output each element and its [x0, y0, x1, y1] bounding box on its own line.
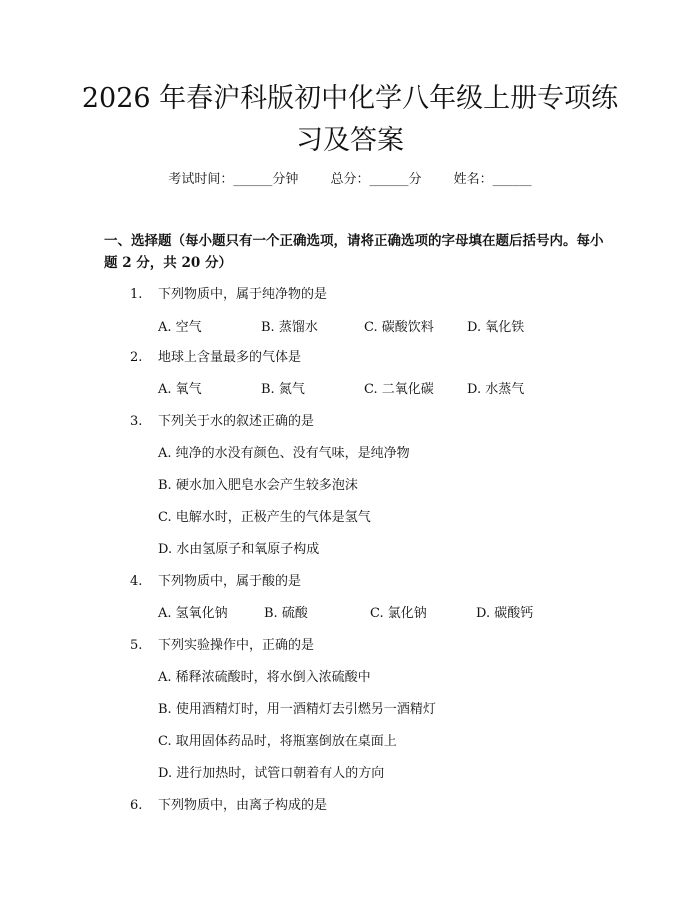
question-number: 5. — [130, 638, 143, 653]
question-number: 6. — [130, 798, 143, 813]
question-2 — [130, 346, 301, 365]
option-b: B. 硬水加入肥皂水会产生较多泡沫 — [158, 478, 358, 493]
exam-time-label: 考试时间：______分钟 — [168, 172, 299, 187]
option-b: B. 使用酒精灯时，用一酒精灯去引燃另一酒精灯 — [158, 702, 436, 717]
option-a: A. 氧气 — [158, 382, 202, 397]
option-b: B. 硫酸 — [264, 606, 308, 621]
option-d: D. 进行加热时，试管口朝着有人的方向 — [158, 766, 385, 781]
option-c: C. 碳酸饮料 — [364, 320, 434, 335]
option-b: B. 氮气 — [261, 382, 305, 397]
question-6 — [130, 794, 327, 813]
question-text: 下列物质中，属于纯净物的是 — [158, 287, 328, 302]
exam-meta — [0, 168, 700, 187]
question-text: 下列物质中，由离子构成的是 — [158, 798, 328, 813]
option-c: C. 氯化钠 — [370, 606, 427, 621]
option-d: D. 水由氢原子和氧原子构成 — [158, 542, 320, 557]
question-text: 下列实验操作中，正确的是 — [158, 638, 315, 653]
option-d: D. 碳酸钙 — [476, 606, 534, 621]
question-4-options — [158, 602, 582, 621]
option-c: C. 电解水时，正极产生的气体是氢气 — [158, 510, 371, 525]
total-score-label: 总分：______分 — [330, 172, 422, 187]
document-title: 2026 年春沪科版初中化学八年级上册专项练习及答案 — [81, 83, 619, 156]
option-a: A. 空气 — [158, 320, 202, 335]
student-name-label: 姓名：______ — [453, 172, 532, 187]
option-a: A. 稀释浓硫酸时，将水倒入浓硫酸中 — [158, 670, 371, 685]
question-4 — [130, 570, 301, 589]
option-c: C. 二氧化碳 — [364, 382, 434, 397]
question-text: 下列关于水的叙述正确的是 — [158, 414, 315, 429]
question-2-options — [158, 378, 570, 397]
option-a: A. 氢氧化钠 — [158, 606, 228, 621]
question-number: 2. — [130, 350, 143, 365]
question-number: 3. — [130, 414, 143, 429]
question-3 — [130, 410, 314, 429]
option-a: A. 纯净的水没有颜色、没有气味，是纯净物 — [158, 446, 410, 461]
question-1 — [130, 283, 327, 302]
option-c: C. 取用固体药品时，将瓶塞倒放在桌面上 — [158, 734, 397, 749]
question-number: 4. — [130, 574, 143, 589]
option-d: D. 水蒸气 — [467, 382, 525, 397]
question-text: 下列物质中，属于酸的是 — [158, 574, 302, 589]
question-number: 1. — [130, 287, 143, 302]
question-text: 地球上含量最多的气体是 — [158, 350, 302, 365]
option-d: D. 氧化铁 — [467, 320, 525, 335]
question-1-options — [158, 316, 570, 335]
option-b: B. 蒸馏水 — [261, 320, 318, 335]
question-5 — [130, 634, 314, 653]
section-title: 一、选择题（每小题只有一个正确选项，请将正确选项的字母填在题后括号内。每小题 2 分，共 20 分） — [104, 233, 604, 271]
